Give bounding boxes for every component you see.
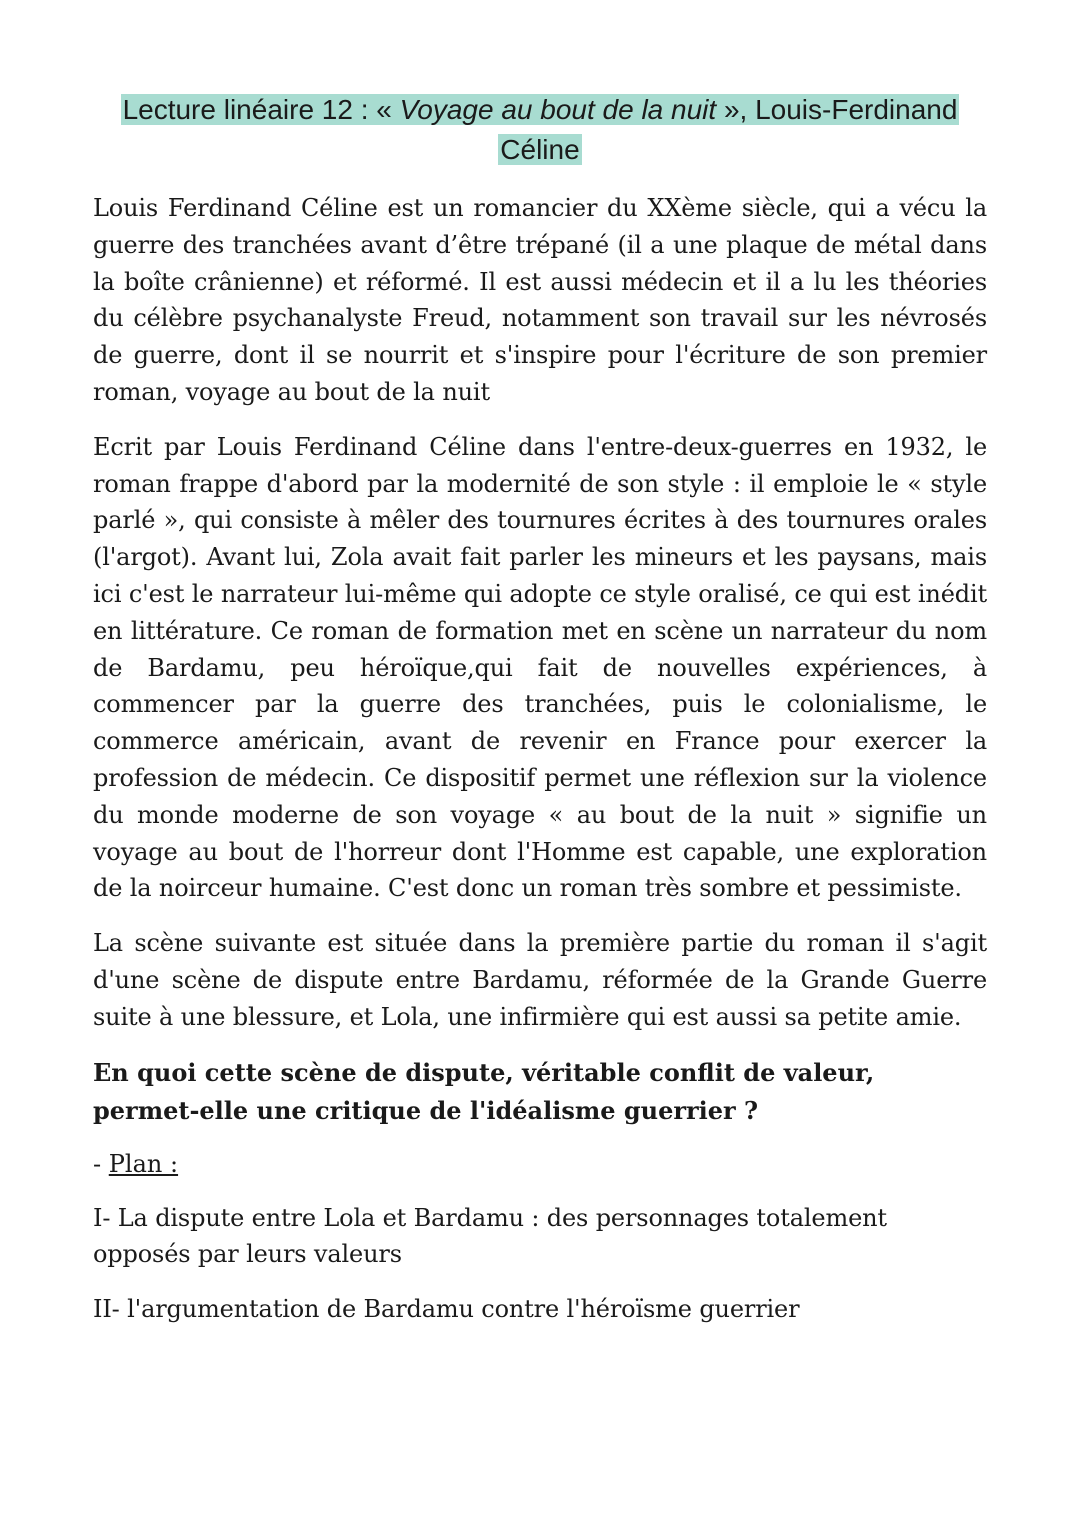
document-page (93, 90, 987, 1346)
plan-item-1: I- La dispute entre Lola et Bardamu : des personnages totalement opposés par leurs valeurs (93, 1203, 887, 1269)
plan-dash: - (93, 1149, 109, 1178)
problematique: En quoi cette scène de dispute, véritable conflit de valeur, permet-elle une critique de l'idéalisme guerrier ? (93, 1057, 875, 1125)
plan-heading (93, 1146, 987, 1182)
title-suffix: », Louis-Ferdinand Céline (500, 94, 958, 165)
title-highlight (121, 94, 960, 165)
title-work: Voyage au bout de la nuit (399, 94, 717, 125)
intro-paragraph-novel: Ecrit par Louis Ferdinand Céline dans l'entre-deux-guerres en 1932, le roman frappe d'abord par la modernité de son style : il emploie le « style parlé », qui consiste à mêler des tournures écrites à des tournures orales (l'argot). Avant lui, Zola avait fait parler les mineurs et les paysans, mais ici c'est le narrateur lui-même qui adopte ce style oralisé, ce qui est inédit en littérature. Ce roman de formation met en scène un narrateur du nom de Bardamu, peu héroïque,qui fait de nouvelles expériences, à commencer par la guerre des tranchées, puis le colonialisme, le commerce américain, avant de revenir en France pour exercer la profession de médecin. Ce dispositif permet une réflexion sur la violence du monde moderne de son voyage « au bout de la nuit » signifie un voyage au bout de l'horreur dont l'Homme est capable, une exploration de la noirceur humaine. C'est donc un roman très sombre et pessimiste. (93, 432, 987, 903)
plan-label: Plan : (108, 1149, 179, 1178)
plan-item-2: II- l'argumentation de Bardamu contre l'héroïsme guerrier (93, 1295, 800, 1324)
title-prefix: Lecture linéaire 12 : « (122, 94, 400, 125)
intro-paragraph-author: Louis Ferdinand Céline est un romancier du XXème siècle, qui a vécu la guerre des tranchées avant d’être trépané (il a une plaque de métal dans la boîte crânienne) et réformé. Il est aussi médecin et il a lu les théories du célèbre psychanalyste Freud, notamment son travail sur les névrosés de guerre, dont il se nourrit et s'inspire pour l'écriture de son premier roman, voyage au bout de la nuit (93, 194, 987, 406)
page-title (93, 90, 987, 170)
intro-paragraph-scene: La scène suivante est située dans la première partie du roman il s'agit d'une scène de dispute entre Bardamu, réformée de la Grande Guerre suite à une blessure, et Lola, une infirmière qui est aussi sa petite amie. (93, 929, 987, 1031)
